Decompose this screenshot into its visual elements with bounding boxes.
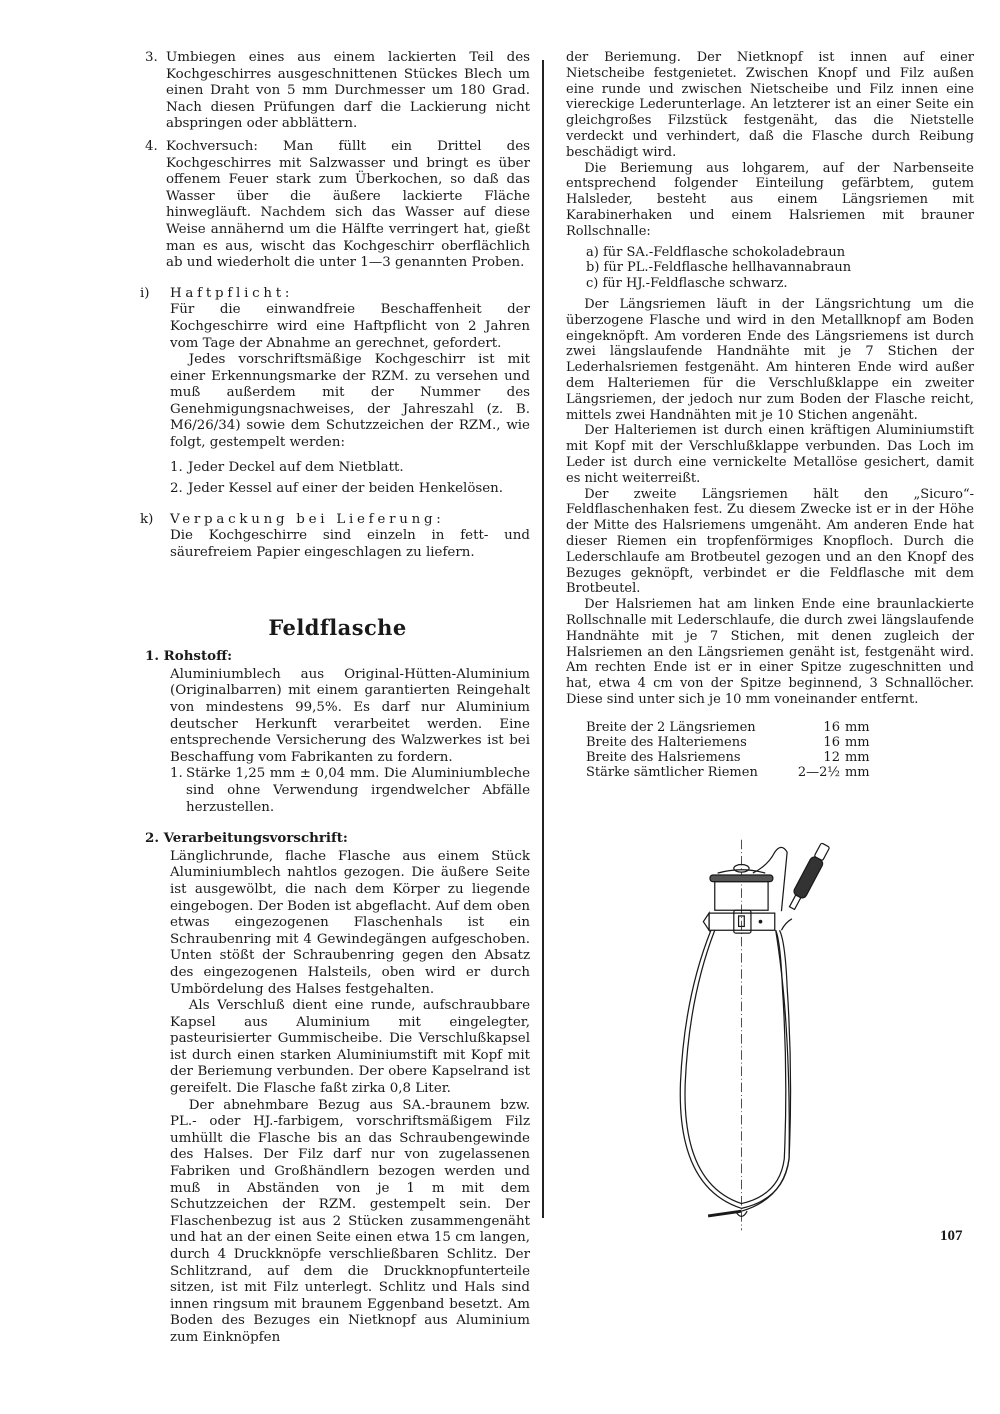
table-row	[586, 765, 870, 780]
section-letter: k)	[140, 511, 154, 527]
spec-value: 16	[823, 719, 840, 735]
paragraph: Der Längsriemen läuft in der Längsrichtung um die überzogene Flasche und wird in den Metallknopf am Boden eingeknöpft. Am vorderen Ende des Längsriemens ist durch zwei längslaufende Handnähte mit je 7 Stichen der Lederhalsriemen festgenäht. Am hinteren Ende wird außer dem Halteriemen für die Verschlußklappe ein zweiter Längsriemen, der jedoch nur zum Boden der Flasche reicht, mittels zwei Handnähten mit je 10 Stichen angenäht.	[566, 297, 974, 423]
paragraph: Die Beriemung aus lohgarem, auf der Narbenseite entsprechend folgender Einteilung gefärbtem, gutem Halsleder, besteht aus einem Längsriemen mit Karabinerhaken und einem Halsriemen mit brauner Rollschnalle:	[566, 160, 974, 239]
color-list	[586, 245, 974, 292]
spec-label: Stärke sämtlicher Riemen	[586, 764, 758, 780]
paragraph: Jedes vorschriftsmäßige Kochgeschirr ist mit einer Erkennungsmarke der RZM. zu versehen und muß außerdem mit der Nummer des Genehmigungsnachweises, der Jahreszahl (z. B. M6/26/34) sowie dem Schutzzeichen der RZM., wie folgt, gestempelt werden:	[170, 352, 530, 451]
item-text: Jeder Deckel auf dem Nietblatt.	[188, 459, 404, 475]
spec-value: 16	[823, 734, 840, 750]
table-row	[586, 750, 870, 765]
item-number: 4.	[145, 138, 158, 154]
spec-label: Breite des Halsriemens	[586, 749, 741, 765]
item-text: Kochversuch: Man füllt ein Drittel des Kochgeschirres mit Salzwasser und bringt es über offenem Feuer stark zum Überkochen, so daß das Wasser über die äußere lackierte Fläche hinwegläuft. Nachdem sich das Wasser auf diese Weise annähernd um die Hälfte verringert hat, gießt man es aus, wischt das Kochgeschirr oberflächlich ab und wiederholt die unter 1—3 genannten Proben.	[166, 138, 530, 271]
list-item: a) für SA.-Feldflasche schokoladebraun	[586, 244, 846, 260]
paragraph: Länglichrunde, flache Flasche aus einem Stück Aluminiumblech nahtlos gezogen. Die äußere Seite ist ausgewölbt, die nach dem Körper zu liegende eingebogen. Der Boden ist abgeflacht. Auf dem oben etwas eingezogenen Flaschenhals ist ein Schraubenring mit 4 Gewindegängen aufgeschoben. Unten stößt der Schraubenring gegen den Absatz des eingezogenen Halsteils, oben wird er durch Umbördelung des Halses festgehalten.	[170, 848, 530, 997]
rohstoff-item	[170, 766, 530, 816]
test-item-3	[145, 50, 530, 133]
canteen-illustration	[660, 835, 880, 1235]
hook-link	[781, 919, 791, 930]
paragraph: der Beriemung. Der Nietknopf ist innen auf einer Nietscheibe festgenietet. Zwischen Knopf und Filz außen eine runde und zwischen Nietscheibe und Filz innen eine viereckige Lederunterlage. An letzterer ist an einer Seite ein gleichgroßes Filzstück festgenäht, das die Nietstelle verdeckt und verhindert, daß die Flasche durch Reibung beschädigt wird.	[566, 50, 974, 160]
item-number: 2.	[170, 481, 183, 497]
spec-unit: mm	[844, 764, 870, 780]
right-column	[566, 50, 974, 780]
spec-value: 2—2½	[797, 764, 840, 780]
spec-value: 12	[823, 749, 840, 765]
stamp-list	[170, 460, 530, 498]
heading-verarbeitung: 2. Verarbeitungsvorschrift:	[145, 830, 348, 847]
list-item	[170, 460, 530, 477]
spec-label: Breite des Halteriemens	[586, 734, 747, 750]
spec-label: Breite der 2 Längsriemen	[586, 719, 756, 735]
spec-unit: mm	[844, 734, 870, 750]
section-heading: Verpackung bei Lieferung:	[170, 511, 445, 527]
item-text: Umbiegen eines aus einem lackierten Teil des Kochgeschirres ausgeschnittenen Stückes Blech um einen Draht von 5 mm Durchmesser um 180 Grad. Nach diesen Prüfungen darf die Lackierung nicht abspringen oder abblättern.	[166, 50, 530, 132]
list-item: b) für PL.-Feldflasche hellhavannabraun	[586, 260, 852, 276]
sicuro-hook	[786, 842, 831, 911]
bottle-outline-outer	[680, 930, 790, 1208]
section-haftpflicht	[140, 285, 530, 498]
section-letter: i)	[140, 285, 150, 301]
item-number: 3.	[145, 50, 158, 65]
item-number: 1.	[170, 766, 183, 782]
left-column	[140, 50, 530, 1347]
list-item: c) für HJ.-Feldflasche schwarz.	[586, 275, 788, 291]
spec-unit: mm	[844, 719, 870, 735]
page-number: 107	[940, 1228, 963, 1244]
strap-tip	[703, 913, 709, 930]
paragraph: Der zweite Längsriemen hält den „Sicuro“-Feldflaschenhaken fest. Zu diesem Zwecke ist er in der Höhe der Mitte des Halsriemens umgenäht. Am anderen Ende hat dieser Riemen ein tropfenförmiges Knopfloch. Durch die Lederschlaufe am Brotbeutel gezogen und an den Knopf des Bezuges geknöpft, verbindet er die Feldflasche mit dem Brotbeutel.	[566, 486, 974, 597]
paragraph: Der abnehmbare Bezug aus SA.-braunem bzw. PL.- oder HJ.-farbigem, vorschriftsmäßigem Filz umhüllt die Flasche bis an das Schraubengewinde des Halses. Der Filz darf nur von zugelassenen Fabriken und Großhändlern bezogen werden und muß in Abständen von je 1 m mit dem Schutzzeichen der RZM. gestempelt sein. Der Flaschenbezug ist aus 2 Stücken zusammengenäht und hat an der einen Seite einen etwa 15 cm langen, durch 4 Druckknöpfe verschließbaren Schlitz. Der Schlitzrand, auf dem die Druckknopfunterteile sitzen, ist mit Filz unterlegt. Schlitz und Hals sind innen ringsum mit braunem Eggenband besetzt. Am Boden des Bezuges ein Nietknopf aus Aluminium zum Einknöpfen	[170, 1097, 530, 1345]
column-divider	[542, 60, 544, 1218]
heading-rohstoff: 1. Rohstoff:	[145, 648, 233, 665]
paragraph: Die Kochgeschirre sind einzeln in fett- und säurefreiem Papier eingeschlagen zu liefern.	[170, 528, 530, 561]
strap-rivet	[759, 920, 761, 922]
document-title: Feldflasche	[268, 614, 407, 640]
cap-rim	[710, 875, 773, 882]
table-row	[586, 720, 870, 735]
paragraph: Der Halsriemen hat am linken Ende eine braunlackierte Rollschnalle mit Lederschlaufe, die durch zwei längslaufende Handnähte mit je 7 Stichen, mit denen zugleich der Halsriemen an den Längsriemen genäht ist, festgenäht wird. Am rechten Ende ist er in einer Spitze zugeschnitten und hat, etwa 4 cm von der Spitze beginnend, 3 Schnallöcher. Diese sind unter sich je 10 mm voneinander entfernt.	[566, 597, 974, 707]
item-text: Stärke 1,25 mm ± 0,04 mm. Die Aluminiumbleche sind ohne Verwendung irgendwelcher Abfälle herzustellen.	[186, 766, 530, 815]
bottle-outline-inner	[685, 930, 786, 1203]
paragraph: Für die einwandfreie Beschaffenheit der Kochgeschirre wird eine Haftpflicht von 2 Jahren vom Tage der Abnahme an gerechnet, gefordert.	[170, 302, 530, 351]
paragraph: Der Halteriemen ist durch einen kräftigen Aluminiumstift mit Kopf mit der Verschlußklappe verbunden. Das Loch im Leder ist durch eine vernickelte Metallöse gesichert, damit es nicht weiterreißt.	[566, 423, 974, 486]
spec-unit: mm	[844, 749, 870, 765]
test-item-4	[145, 139, 530, 272]
section-heading: Haftpflicht:	[170, 285, 294, 301]
item-number: 1.	[170, 459, 183, 475]
strap-spec-table	[586, 720, 870, 780]
list-item	[170, 481, 530, 498]
section-verpackung	[140, 511, 530, 562]
paragraph: Als Verschluß dient eine runde, aufschraubbare Kapsel aus Aluminium mit eingelegter, pasteurisierter Gummischeibe. Die Verschlußkapsel ist durch einen starken Aluminiumstift mit Kopf mit der Beriemung verbunden. Der obere Kapselrand ist gereifelt. Die Flasche faßt zirka 0,8 Liter.	[170, 998, 530, 1097]
item-text: Jeder Kessel auf einer der beiden Henkelösen.	[188, 481, 504, 497]
table-row	[586, 735, 870, 750]
paragraph: Aluminiumblech aus Original-Hütten-Aluminium (Originalbarren) mit einem garantierten Reingehalt von mindestens 99,5%. Es darf nur Aluminium deutscher Herkunft verarbeitet werden. Eine entsprechende Versicherung des Walzwerkes ist bei Beschaffung vom Fabrikanten zu fordern.	[170, 666, 530, 765]
